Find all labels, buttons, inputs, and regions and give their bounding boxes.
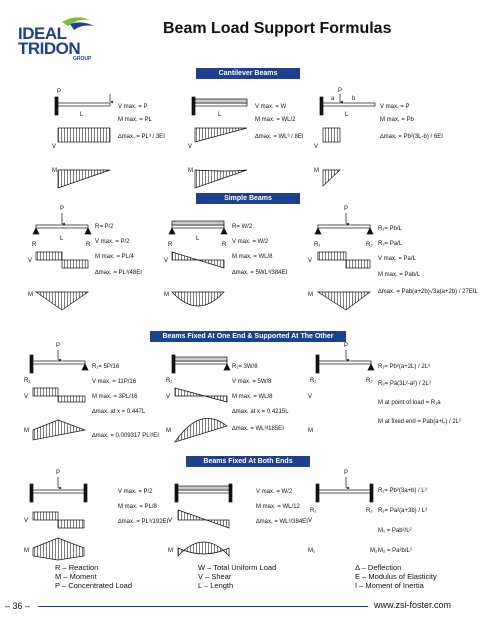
svg-text:V: V [308,394,313,400]
svg-text:∆max. = PL³/192EI: ∆max. = PL³/192EI [118,519,169,525]
svg-text:V: V [28,258,33,264]
svg-text:R₂= Pa²(a+3b) / L³: R₂= Pa²(a+3b) / L³ [378,508,428,514]
svg-text:R₁= 5P/16: R₁= 5P/16 [92,364,120,370]
legend-length: L – Length [198,581,234,590]
legend-reaction: R – Reaction [55,563,99,572]
legend-inertia: I – Moment of Inertia [355,581,424,590]
svg-text:M: M [188,168,193,174]
svg-text:∆max. = 0.009317 PL³/EI: ∆max. = 0.009317 PL³/EI [92,433,159,439]
svg-text:P: P [57,89,62,95]
section-title-fixed-supported: Beams Fixed At One End & Supported At The Other [150,331,346,342]
svg-text:R₁: R₁ [310,508,317,514]
svg-text:M max. = WL/8: M max. = WL/8 [232,394,273,400]
svg-text:M: M [24,548,29,554]
svg-text:M: M [24,428,29,434]
svg-text:R₁: R₁ [24,378,31,384]
svg-text:M max. = PL/8: M max. = PL/8 [118,504,157,510]
svg-text:R₁: R₁ [310,378,317,384]
svg-text:V: V [188,144,193,150]
logo-text-line1: IDEAL [18,24,67,43]
svg-text:P: P [56,470,61,476]
svg-text:V max. = W/2: V max. = W/2 [232,239,269,245]
propped-offset-load [308,343,461,434]
svg-text:a: a [331,96,335,102]
svg-text:L: L [60,236,64,242]
svg-text:M max. = WL/12: M max. = WL/12 [256,504,300,510]
svg-text:V max. = 5W/8: V max. = 5W/8 [232,379,272,385]
legend-deflection: Δ – Deflection [355,563,402,572]
svg-text:L: L [345,112,349,118]
svg-text:R₁= Pb²(a+2L) / 2L³: R₁= Pb²(a+2L) / 2L³ [378,364,431,370]
svg-text:M max. = PL: M max. = PL [118,117,152,123]
svg-text:V: V [24,394,29,400]
logo-text-line2: TRIDON [18,39,81,58]
svg-text:V: V [314,144,319,150]
svg-text:R: R [86,242,91,248]
svg-text:P: P [56,343,61,349]
svg-text:M: M [314,168,319,174]
svg-text:M: M [308,292,313,298]
svg-text:P: P [344,470,349,476]
svg-text:M: M [168,548,173,554]
svg-text:R₁: R₁ [166,378,173,384]
legend-concentrated-load: P – Concentrated Load [55,581,133,590]
svg-text:R₂: R₂ [366,378,373,384]
fixed-point-load [24,470,169,560]
svg-text:M₂: M₂ [370,548,378,554]
svg-text:V max. = Pa/L: V max. = Pa/L [378,256,416,262]
fixed-uniform-load [168,484,308,556]
svg-text:M at point of load = R₁a: M at point of load = R₁a [378,400,441,406]
svg-text:R₂= Pa(3L²-a²) / 2L³: R₂= Pa(3L²-a²) / 2L³ [378,381,431,387]
svg-text:R₁= 3W/8: R₁= 3W/8 [232,364,258,370]
svg-text:V max. = P: V max. = P [118,104,148,110]
svg-text:R: R [168,242,173,248]
svg-text:M: M [308,428,313,434]
svg-text:V max. = P/2: V max. = P/2 [118,489,153,495]
svg-text:R₂: R₂ [366,508,373,514]
section-title-cantilever: Cantilever Beams [196,68,300,79]
svg-text:M₁: M₁ [308,548,316,554]
svg-text:R: R [222,242,227,248]
propped-uniform-load [166,355,289,442]
svg-text:∆max. = Pb²(3L-b) / 6EI: ∆max. = Pb²(3L-b) / 6EI [380,134,443,140]
svg-text:M max. = WL/2: M max. = WL/2 [255,117,296,123]
legend-col3 [355,563,437,590]
svg-text:P: P [60,206,65,212]
svg-text:∆max. = 5WL³/384EI: ∆max. = 5WL³/384EI [232,270,288,276]
svg-text:M₁ = Pab²/L²: M₁ = Pab²/L² [378,528,412,534]
legend-modulus: E – Modulus of Elasticity [355,572,437,581]
legend-moment: M – Moment [55,572,97,581]
svg-text:V: V [308,518,313,524]
svg-text:∆max. = Pab(a+2b)√3a(a+2b) / 2: ∆max. = Pab(a+2b)√3a(a+2b) / 27EIL [378,289,478,295]
svg-text:L: L [80,112,84,118]
svg-text:V max. = W/2: V max. = W/2 [256,489,293,495]
svg-text:V max. = P: V max. = P [380,104,410,110]
legend-col2 [198,563,276,590]
svg-text:∆max. at x = 0.4215L: ∆max. at x = 0.4215L [232,409,289,415]
svg-text:R₁= Pb/L: R₁= Pb/L [378,226,402,232]
svg-text:M max. = Pab/L: M max. = Pab/L [378,272,421,278]
svg-text:V max. = P/2: V max. = P/2 [95,239,130,245]
svg-text:V: V [166,394,171,400]
svg-text:R₂= Pa/L: R₂= Pa/L [378,241,403,247]
svg-text:∆max. = PL³ / 3EI: ∆max. = PL³ / 3EI [118,134,165,140]
svg-text:R: R [32,242,37,248]
website-link[interactable]: www.zsi-foster.com [374,600,452,610]
svg-text:P: P [344,206,349,212]
svg-text:R= P/2: R= P/2 [95,224,114,230]
svg-text:R= W/2: R= W/2 [232,224,253,230]
cantilever-offset-load [314,88,443,186]
svg-text:b: b [352,96,356,102]
svg-text:P: P [344,343,349,349]
propped-point-load [24,343,159,440]
svg-text:M: M [52,168,57,174]
fixed-offset-load [308,470,427,554]
simple-point-load [28,206,142,310]
svg-text:V: V [308,258,313,264]
svg-text:M: M [164,292,169,298]
svg-text:L: L [196,236,200,242]
page-title: Beam Load Support Formulas [163,20,392,37]
svg-text:∆max. = WL³/185EI: ∆max. = WL³/185EI [232,426,284,432]
legend-shear: V – Shear [198,572,232,581]
svg-text:M max. = 3PL/16: M max. = 3PL/16 [92,394,138,400]
logo-text-line3: GROUP [73,56,92,62]
svg-text:V: V [168,518,173,524]
svg-text:M: M [166,428,171,434]
svg-text:M max. = Pb: M max. = Pb [380,117,414,123]
svg-text:L: L [218,112,222,118]
svg-text:∆max. = WL³ / 8EI: ∆max. = WL³ / 8EI [255,134,304,140]
legend-col1 [55,563,132,590]
svg-text:R₂: R₂ [366,242,373,248]
svg-text:∆max. at x = 0.447L: ∆max. at x = 0.447L [92,409,146,415]
svg-text:M: M [28,292,33,298]
page-number: – 36 – [5,601,31,611]
svg-text:∆max. = PL³/48EI: ∆max. = PL³/48EI [95,270,142,276]
simple-uniform-load [164,221,288,306]
svg-text:R₁: R₁ [314,242,321,248]
cantilever-point-load [52,89,165,188]
svg-text:V: V [164,258,169,264]
svg-text:R₁= Pb²(3a+b) / L³: R₁= Pb²(3a+b) / L³ [378,488,427,494]
legend-total-uniform-load: W – Total Uniform Load [198,563,277,572]
svg-text:V: V [52,144,57,150]
section-title-fixed-both: Beams Fixed At Both Ends [186,456,310,467]
svg-text:∆max. = WL³/384EI: ∆max. = WL³/384EI [256,519,308,525]
svg-text:V: V [24,518,29,524]
svg-text:V max. = W: V max. = W [255,104,287,110]
svg-text:M max. = PL/4: M max. = PL/4 [95,254,134,260]
svg-text:M at fixed end = Pab(a+L) / 2L: M at fixed end = Pab(a+L) / 2L² [378,419,462,425]
simple-offset-load [308,206,479,310]
footer-divider [38,606,368,607]
svg-text:M₂ = Pa²b/L²: M₂ = Pa²b/L² [378,548,412,554]
cantilever-uniform-load [188,97,304,188]
section-title-simple: Simple Beams [196,193,300,204]
svg-text:P: P [338,88,343,94]
svg-text:V max. = 11P/16: V max. = 11P/16 [92,379,137,385]
svg-text:M max. = WL/8: M max. = WL/8 [232,254,273,260]
